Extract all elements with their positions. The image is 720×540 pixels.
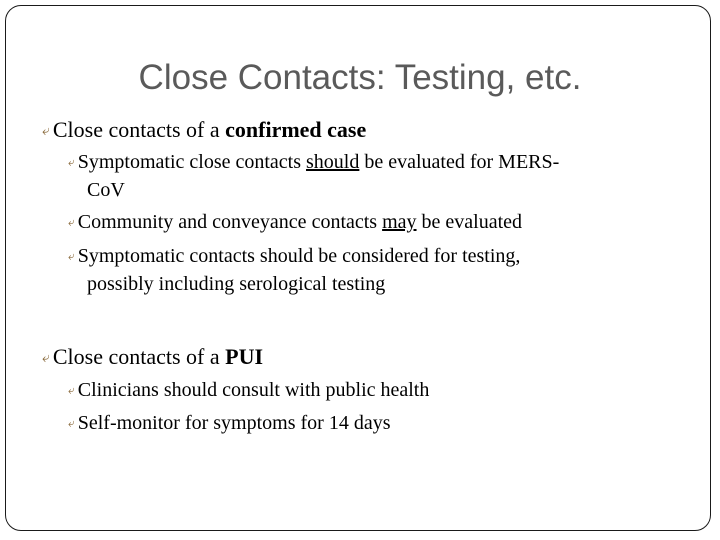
sub-bullet-self-monitor: [68, 412, 390, 435]
bullet-text-prefix: Close contacts of a: [52, 344, 226, 369]
bullet-text: Symptomatic contacts should be considered for testing,: [77, 245, 521, 267]
curved-arrow-bullet-icon: ⤶: [68, 215, 75, 229]
curved-arrow-bullet-icon: ⤶: [42, 351, 50, 366]
curved-arrow-bullet-icon: ⤶: [68, 383, 75, 397]
sub-bullet-continuation: possibly including serological testing: [87, 273, 386, 295]
bullet-text-after: be evaluated for MERS-: [359, 151, 560, 173]
sub-bullet-testing: [68, 245, 520, 268]
slide-title: Close Contacts: Testing, etc.: [138, 58, 582, 97]
bullet-text-emphasis: confirmed case: [225, 117, 367, 142]
bullet-text-prefix: Close contacts of a: [52, 117, 226, 142]
bullet-text-before: Community and conveyance contacts: [77, 211, 383, 233]
bullet-text: Clinicians should consult with public health: [77, 379, 430, 401]
sub-bullet-community: [68, 211, 522, 234]
bullet-text-before: Symptomatic close contacts: [77, 151, 307, 173]
sub-bullet-should-evaluate: [68, 151, 559, 174]
curved-arrow-bullet-icon: ⤶: [68, 249, 75, 263]
sub-bullet-clinicians: [68, 379, 429, 402]
bullet-text-emphasis: PUI: [225, 344, 264, 369]
curved-arrow-bullet-icon: ⤶: [68, 416, 75, 430]
bullet-text: Self-monitor for symptoms for 14 days: [77, 412, 391, 434]
bullet-confirmed-case: [42, 117, 366, 143]
bullet-text-underlined: should: [306, 151, 360, 173]
sub-bullet-continuation: CoV: [87, 179, 125, 201]
bullet-pui: [42, 344, 263, 370]
curved-arrow-bullet-icon: ⤶: [68, 155, 75, 169]
bullet-text-underlined: may: [382, 211, 417, 233]
bullet-text-after: be evaluated: [416, 211, 523, 233]
curved-arrow-bullet-icon: ⤶: [42, 124, 50, 139]
